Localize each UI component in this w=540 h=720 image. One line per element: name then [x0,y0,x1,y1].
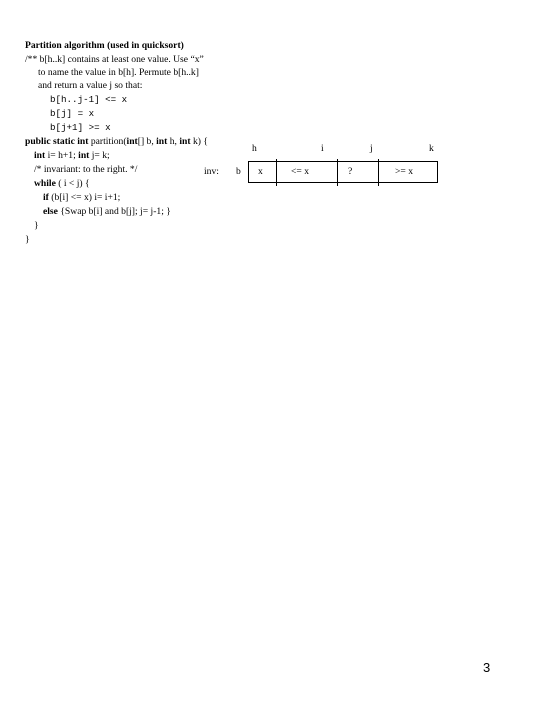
array-box [248,161,438,183]
keyword: public static int [25,136,89,147]
code-text: h, [167,136,180,147]
index-label-k: k [429,143,434,154]
keyword: else [43,206,58,217]
doc-comment-line: /** b[h..k] contains at least one value. Use “x” [25,54,204,65]
if-statement [43,192,120,204]
closing-brace: } [25,234,30,245]
index-label-j: j [370,143,373,154]
code-text: k) { [190,136,208,147]
invariant-comment: /* invariant: to the right. */ [34,164,138,175]
code-text: (b[i] <= x) i= i+1; [48,192,121,203]
cell-divider [276,159,277,186]
code-text: [] b, [137,136,157,147]
code-text: i= h+1; [45,150,79,161]
page-number: 3 [483,660,491,675]
doc-comment-line: and return a value j so that: [38,80,143,91]
array-name-label: b [236,166,241,177]
code-text: partition( [88,136,127,147]
init-statement [34,150,110,162]
code-text: j= k; [89,150,110,161]
keyword: int [156,136,168,147]
else-statement [43,206,171,218]
keyword: int [78,150,90,161]
keyword: int [179,136,191,147]
cell-less-equal: <= x [291,166,310,177]
postcondition-line: b[j+1] >= x [50,122,111,133]
page-title: Partition algorithm (used in quicksort) [25,40,184,51]
keyword: while [34,178,56,189]
cell-divider [337,159,338,186]
inv-label: inv: [204,166,219,177]
postcondition-line: b[h..j-1] <= x [50,94,128,105]
cell-pivot: x [258,166,263,177]
keyword: if [43,192,49,203]
while-statement [34,178,90,190]
cell-unknown: ? [348,166,353,177]
code-text: {Swap b[i] and b[j]; j= j-1; } [57,206,171,217]
code-text: ( i < j) { [55,178,90,189]
keyword: int [34,150,46,161]
index-label-h: h [252,143,257,154]
doc-comment-line: to name the value in b[h]. Permute b[h..k] [38,67,199,78]
index-label-i: i [321,143,324,154]
cell-divider [378,159,379,186]
closing-brace: } [34,220,39,231]
keyword: int [126,136,138,147]
method-signature [25,136,208,148]
cell-greater-equal: >= x [395,166,414,177]
postcondition-line: b[j] = x [50,108,95,119]
